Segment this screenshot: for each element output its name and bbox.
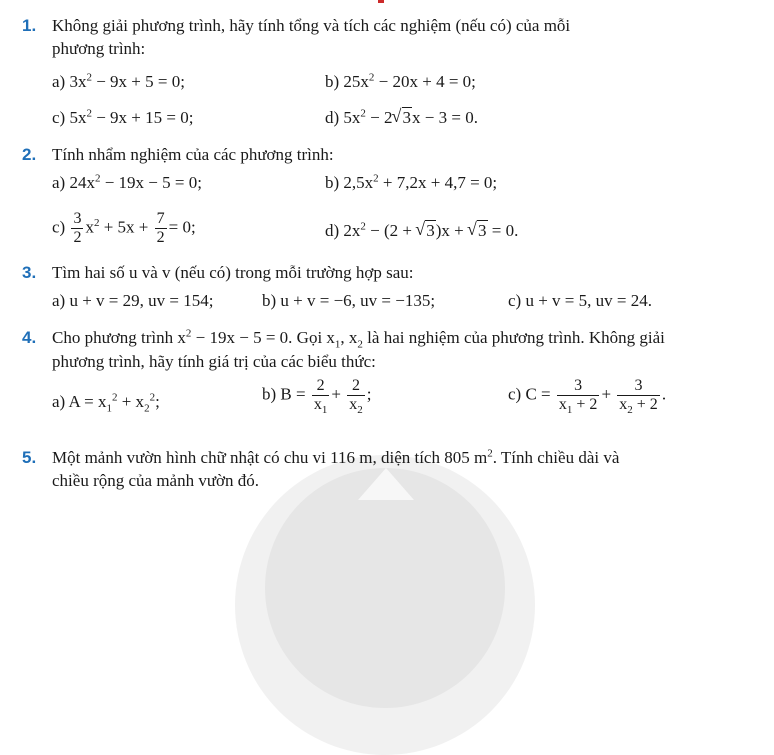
problem-1b-label: b) — [325, 72, 340, 91]
problem-4-line1: Cho phương trình $x^2 - 19x - 5 = 0$. Gọi $x_1$, $x_2$ là hai nghiệm của phương trình. Không giải — [52, 327, 665, 351]
problem-2c-label: c) — [52, 217, 66, 237]
problem-2-number: 2. — [22, 145, 37, 164]
watermark-inner — [265, 468, 505, 708]
fraction-3-x2-plus-2: $\frac{3}{x_2 + 2}$ — [619, 377, 658, 417]
sqrt-3: √ 3 — [416, 220, 436, 242]
problem-1-text-line1: Không giải phương trình, hãy tính tổng và tích các nghiệm (nếu có) của mỗi — [52, 16, 571, 35]
problem-1-text-line2: phương trình: — [52, 39, 146, 58]
problem-1c-label: c) — [52, 108, 66, 127]
problem-4-line1-mid: − 19x − 5 = 0. Gọi x — [191, 328, 335, 347]
problem-4c-label: c) — [508, 384, 522, 404]
problem-2a-label: a) — [52, 173, 66, 192]
problem-4a: a) $A = x_1^2 + x_2^2$; — [52, 391, 160, 415]
fraction-3-x1-plus-2: $\frac{3}{x_1 + 2}$ — [558, 377, 598, 417]
problem-5-line1-pre: Một mảnh vườn hình chữ nhật có chu vi 116 m, diện tích 805 m — [52, 448, 488, 467]
problem-2b-label: b) — [325, 173, 340, 192]
problem-1b: b) $25x^2 - 20x + 4 = 0$; — [325, 71, 476, 91]
problem-2b: b) $2,5x^2 + 7,2x + 4,7 = 0$; — [325, 172, 498, 192]
problem-2d-label: d) — [325, 221, 340, 240]
watermark-triangle — [358, 468, 414, 500]
problem-3a: a) u + v = 29, uv = 154; — [52, 291, 214, 310]
problem-5-number: 5. — [22, 448, 37, 467]
problem-4b: b) B = $\frac{2}{x_1}$ + $\frac{2}{x_2}$ ; — [262, 377, 372, 417]
problem-4c: c) C = $\frac{3}{x_1 + 2}$ + $\frac{3}{x_2 + 2}$ . — [508, 377, 667, 417]
top-mark — [378, 0, 384, 3]
problem-4-line1-pre: Cho phương trình x — [52, 328, 186, 347]
fraction-3-2: $\frac{3}{2}$ — [73, 210, 82, 246]
sqrt-3: √ 3 — [393, 107, 413, 129]
fraction-2-x2: $\frac{2}{x_2}$ — [349, 377, 363, 417]
problem-5-line1: Một mảnh vườn hình chữ nhật có chu vi 116 m, diện tích 805 $m^2$. Tính chiều dài và — [52, 447, 620, 467]
problem-1d-label: d) — [325, 108, 340, 127]
problem-2d: d) $2x^2 - (2$ + √ 3)x + √ 3 = 0. — [325, 220, 518, 242]
problem-4b-label: b) — [262, 384, 277, 404]
fraction-7-2: $\frac{7}{2}$ — [156, 210, 165, 246]
problem-1c: c) $5x^2 - 9x + 15 = 0$; — [52, 107, 194, 127]
problem-1d: d) $5x^2 - 2√$ 3x − 3 = 0. — [325, 107, 478, 129]
problem-2c: c) $\frac{3}{2}$ $x^2 + 5x$ + $\frac{7}{2}$ = 0; — [52, 210, 196, 246]
problem-1a: a) $3x^2 - 9x + 5 = 0$; — [52, 71, 185, 91]
problem-4-line2: phương trình, hãy tính giá trị của các biểu thức: — [52, 352, 376, 371]
problem-3b: b) u + v = −6, uv = −135; — [262, 291, 436, 310]
problem-1a-label: a) — [52, 72, 66, 91]
fraction-2-x1: $\frac{2}{x_1}$ — [313, 377, 328, 417]
problem-4-number: 4. — [22, 328, 37, 347]
sqrt-3: √ 3 — [468, 220, 488, 242]
problem-3c: c) u + v = 5, uv = 24. — [508, 291, 652, 310]
problem-4-line1-post: là hai nghiệm của phương trình. Không giải — [362, 328, 665, 347]
problem-3-text: Tìm hai số u và v (nếu có) trong mỗi trường hợp sau: — [52, 263, 414, 282]
problem-2-text: Tính nhẩm nghiệm của các phương trình: — [52, 145, 334, 164]
problem-5-line2: chiều rộng của mảnh vườn đó. — [52, 471, 260, 490]
problem-3-number: 3. — [22, 263, 37, 282]
problem-2a: a) $24x^2 - 19x - 5 = 0$; — [52, 172, 202, 192]
problem-5-line1-post: . Tính chiều dài và — [492, 448, 620, 467]
problem-1-number: 1. — [22, 16, 37, 35]
problem-4a-label: a) — [52, 392, 66, 411]
